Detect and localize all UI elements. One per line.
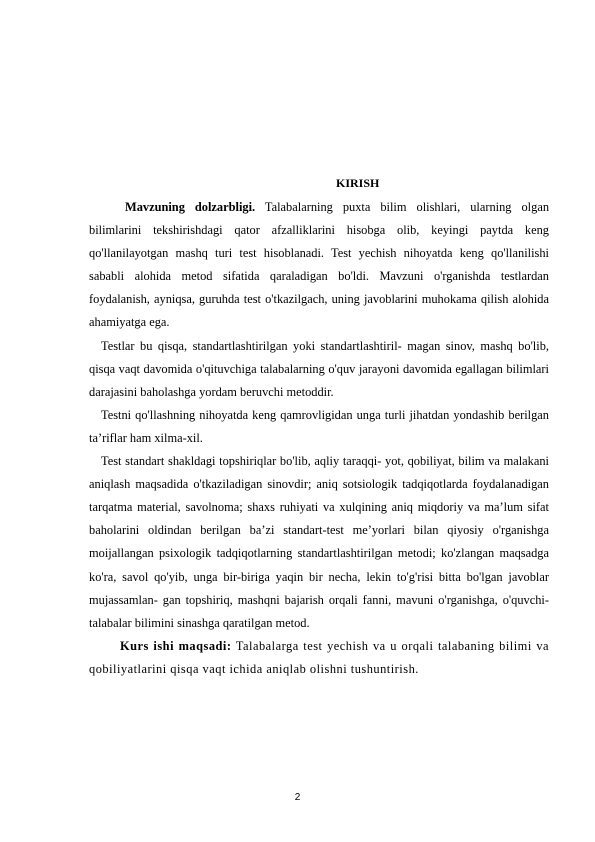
paragraph-test-standard: Test standart shakldagi topshiriqlar bo'lib, aqliy taraqqi- yot, qobiliyat, bilim va malakani aniqlash maqsadida o'tkaziladigan sinovdir; aniq sotsiologik tadqiqotlarda foydalanadigan tarqatma material, savolnoma; shaxs ruhiyati va xulqining aniq miqdoriy va ma’lum sifat baholarini oldindan berilgan ba’zi standart-test me’yorlari bilan qiyosiy o'rganishga moijallangan psixologik tadqiqotlarning standartlashtirilgan metodi; ko'zlangan maqsadga ko'ra, savol qo'yib, unga bir-biriga yaqin bir necha, lekin to'g'risi bitta bo'lgan javoblar mujassamlan- gan topshiriq, mashqni bajarish orqali fanni, mavuni o'rganishga, o'quvchi-talabalar bilimini sinashga qaratilgan metod. (89, 454, 549, 630)
relevance-lead: Mavzuning dolzarbligi. (125, 200, 256, 214)
paragraph-relevance (89, 196, 549, 335)
section-heading: KIRISH (336, 176, 380, 190)
section-heading-container (0, 174, 595, 192)
course-goal-lead: Kurs ishi maqsadi: (120, 638, 232, 653)
paragraph-test-scope: Testni qo'llashning nihoyatda keng qamrovligidan unga turli jihatdan yondashib berilgan ta’riflar ham xilma-xil. (89, 407, 549, 445)
paragraph-test-definition: Testlar bu qisqa, standartlashtirilgan yoki standartlashtiril- magan sinov, mashq bo'lib, qisqa vaqt davomida o'qituvchiga talabalarning o'quv jarayoni davomida egallagan bilimlari darajasini baholashga yordam beruvchi metoddir. (89, 338, 549, 399)
paragraph-course-goal (89, 635, 549, 681)
body-text (89, 196, 549, 681)
relevance-text: Talabalarning puxta bilim olishlari, ularning olgan bilimlarini tekshirishdagi qator afzalliklarini hisobga olib, keyingi paytda keng qo'llanilayotgan mashq turi test hisoblanadi. Test yechish nihoyatda keng qo'llanilishi sababli alohida metod sifatida qaraladigan bo'ldi. Mavzuni o'rganishda testlardan foydalanish, ayniqsa, guruhda test o'tkazilgach, uning javoblarini muhokama qilish alohida ahamiyatga ega. (89, 200, 550, 330)
course-goal-text: Talabalarga test yechish va u orqali talabaning bilimi va qobiliyatlarini qisqa vaqt ichida aniqlab olishni tushuntirish. (89, 638, 550, 676)
page-number: 2 (294, 792, 301, 803)
